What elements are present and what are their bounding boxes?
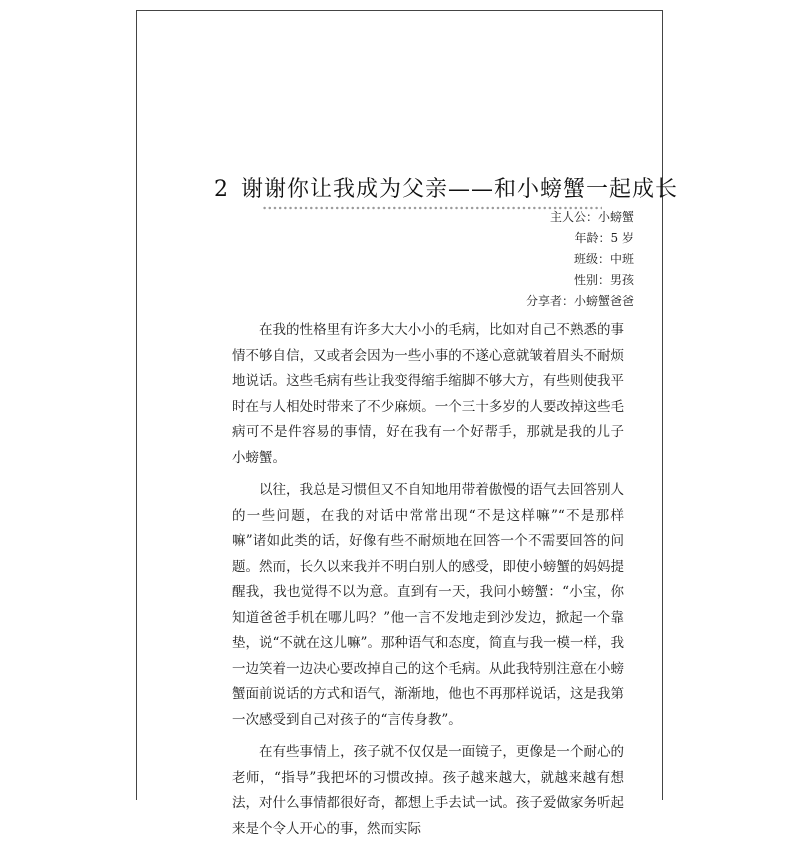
chapter-number: 2: [214, 177, 229, 202]
profile-block: [526, 207, 634, 312]
chapter-heading: [214, 172, 678, 203]
paragraph: 在我的性格里有许多大大小小的毛病，比如对自己不熟悉的事情不够自信，又或者会因为一些小事的不遂心意就皱着眉头不耐烦地说话。这些毛病有些让我变得缩手缩脚不够大方，有些则使我平时在与人相处时带来了不少麻烦。一个三十多岁的人要改掉这些毛病可不是件容易的事情，好在我有一个好帮手，那就是我的儿子 小螃蟹。: [232, 322, 651, 466]
profile-class: 班级：中班: [573, 252, 634, 266]
paragraph: 在有些事情上，孩子就不仅仅是一面镜子，更像是一个耐心的老师，“指导”我把坏的习惯改掉。孩子越来越大，就越来越有想法，对什么事情都很好奇，都想上手去试一试。孩子爱做家务听起来是个令人开心的事，然而实际: [232, 744, 624, 837]
profile-gender: 性别：男孩: [573, 273, 634, 287]
profile-sharer: 分享者：小螃蟹爸爸: [525, 294, 634, 308]
body-text: [232, 318, 651, 849]
profile-protagonist: 主人公：小螃蟹: [549, 210, 634, 224]
profile-age: 年龄：5 岁: [574, 231, 634, 245]
chapter-title: 谢谢你让我成为父亲——和小螃蟹一起成长: [241, 177, 679, 202]
paragraph: 以往，我总是习惯但又不自知地用带着傲慢的语气去回答别人的一些问题，在我的对话中常常出现“不是这样嘛”“不是那样嘛”诸如此类的话，好像有些不耐烦地在回答一个不需要回答的问题。然而，长久以来我并不明白别人的感受，即使小螃蟹的妈妈提醒我，我也觉得不以为意。直到有一天，我问小螃蟹：“小宝，你知道爸爸手机在哪儿吗？”他一言不发地走到沙发边，掀起一个靠垫，说“不就在这儿嘛”。那种语气和态度，简直与我一模一样，我一边笑着一边决心要改掉自己的这个毛病。从此我特别注意在小螃蟹面前说话的方式和语气，渐渐地，他也不再那样说话，这是我第一次感受到自己对孩子的“言传身教”。: [232, 482, 624, 728]
